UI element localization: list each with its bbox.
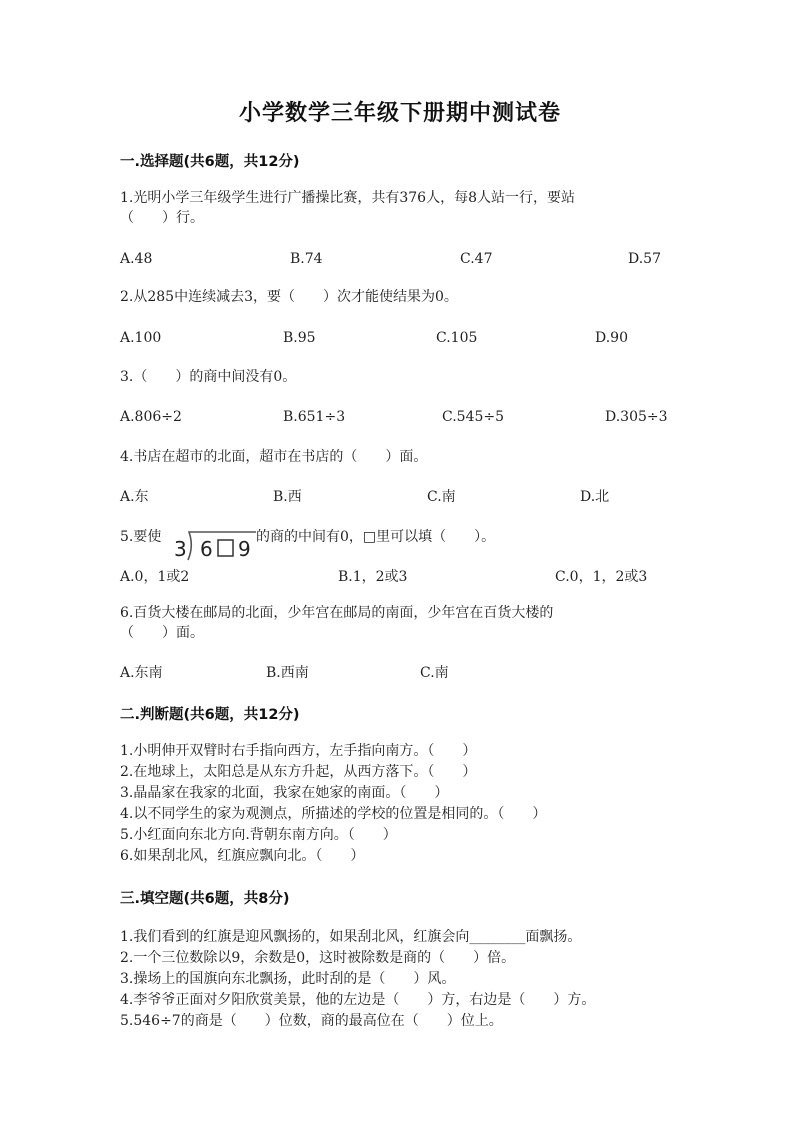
judge-item-6: 6.如果刮北风，红旗应飘向北。（ ） <box>120 848 365 864</box>
long-division-figure <box>172 528 258 564</box>
question-6-text-line2: （ ）面。 <box>120 625 204 641</box>
question-3-option-a: A.806÷2 <box>120 409 182 425</box>
division-dividend-last-digit: 9 <box>238 537 251 561</box>
fill-item-5: 5.546÷7的商是（ ）位数，商的最高位在（ ）位上。 <box>120 1013 503 1029</box>
division-divisor: 3 <box>174 537 187 561</box>
question-3-text: 3.（ ）的商中间没有0。 <box>120 369 297 385</box>
question-6 <box>120 603 553 643</box>
question-5-text-after: 的商的中间有0，□里可以填（ ）。 <box>256 529 496 545</box>
fill-item-1: 1.我们看到的红旗是迎风飘扬的，如果刮北风，红旗会向________面飘扬。 <box>120 929 582 945</box>
question-2-text: 2.从285中连续减去3，要（ ）次才能使结果为0。 <box>120 289 458 305</box>
fill-item-2: 2.一个三位数除以9，余数是0，这时被除数是商的（ ）倍。 <box>120 950 516 966</box>
division-dividend-first-digit: 6 <box>200 537 213 561</box>
question-6-text-line1: 6.百货大楼在邮局的北面，少年宫在邮局的南面，少年宫在百货大楼的 <box>120 605 554 621</box>
question-1 <box>120 188 575 228</box>
question-1-option-c: C.47 <box>460 251 493 267</box>
question-1-option-d: D.57 <box>628 251 661 267</box>
fill-item-3: 3.操场上的国旗向东北飘扬，此时刮的是（ ）风。 <box>120 971 456 987</box>
question-6-option-a: A.东南 <box>120 665 163 681</box>
judge-item-3: 3.晶晶家在我家的北面，我家在她家的南面。（ ） <box>120 785 449 801</box>
fill-item-4: 4.李爷爷正面对夕阳欣赏美景，他的左边是（ ）方，右边是（ ）方。 <box>120 992 596 1008</box>
question-6-option-c: C.南 <box>420 665 449 681</box>
question-2-option-d: D.90 <box>595 330 628 346</box>
question-1-text-line1: 1.光明小学三年级学生进行广播操比赛，共有376人，每8人站一行，要站 <box>120 190 575 206</box>
question-6-option-b: B.西南 <box>266 665 309 681</box>
question-5-option-a: A.0，1或2 <box>120 569 190 585</box>
judge-item-1: 1.小明伸开双臂时右手指向西方，左手指向南方。（ ） <box>120 743 477 759</box>
question-1-text-line2: （ ）行。 <box>120 210 204 226</box>
question-4-text: 4.书店在超市的北面，超市在书店的（ ）面。 <box>120 449 428 465</box>
judge-item-5: 5.小红面向东北方向.背朝东南方向。（ ） <box>120 827 397 843</box>
question-5-option-c: C.0，1，2或3 <box>555 569 648 585</box>
question-1-option-a: A.48 <box>120 251 153 267</box>
question-3-option-b: B.651÷3 <box>283 409 346 425</box>
judge-item-4: 4.以不同学生的家为观测点，所描述的学校的位置是相同的。（ ） <box>120 806 547 822</box>
judge-item-2: 2.在地球上，太阳总是从东方升起，从西方落下。（ ） <box>120 764 477 780</box>
question-5-text-before: 5.要使 <box>120 529 162 545</box>
question-2-option-c: C.105 <box>436 330 478 346</box>
question-4-option-a: A.东 <box>120 489 149 505</box>
question-3-option-c: C.545÷5 <box>442 409 505 425</box>
page-title: 小学数学三年级下册期中测试卷 <box>238 101 561 126</box>
question-5-option-b: B.1，2或3 <box>338 569 408 585</box>
section-heading-multiple-choice: 一.选择题(共6题，共12分) <box>120 154 300 170</box>
question-2-option-b: B.95 <box>283 330 316 346</box>
section-heading-true-false: 二.判断题(共6题，共12分) <box>120 707 300 723</box>
question-1-option-b: B.74 <box>290 251 323 267</box>
question-3-option-d: D.305÷3 <box>605 409 668 425</box>
section-heading-fill-in: 三.填空题(共6题，共8分) <box>120 891 290 907</box>
question-4-option-c: C.南 <box>427 489 456 505</box>
division-blank-box <box>218 540 233 556</box>
question-4-option-b: B.西 <box>273 489 302 505</box>
question-4-option-d: D.北 <box>580 489 610 505</box>
question-2-option-a: A.100 <box>120 330 162 346</box>
